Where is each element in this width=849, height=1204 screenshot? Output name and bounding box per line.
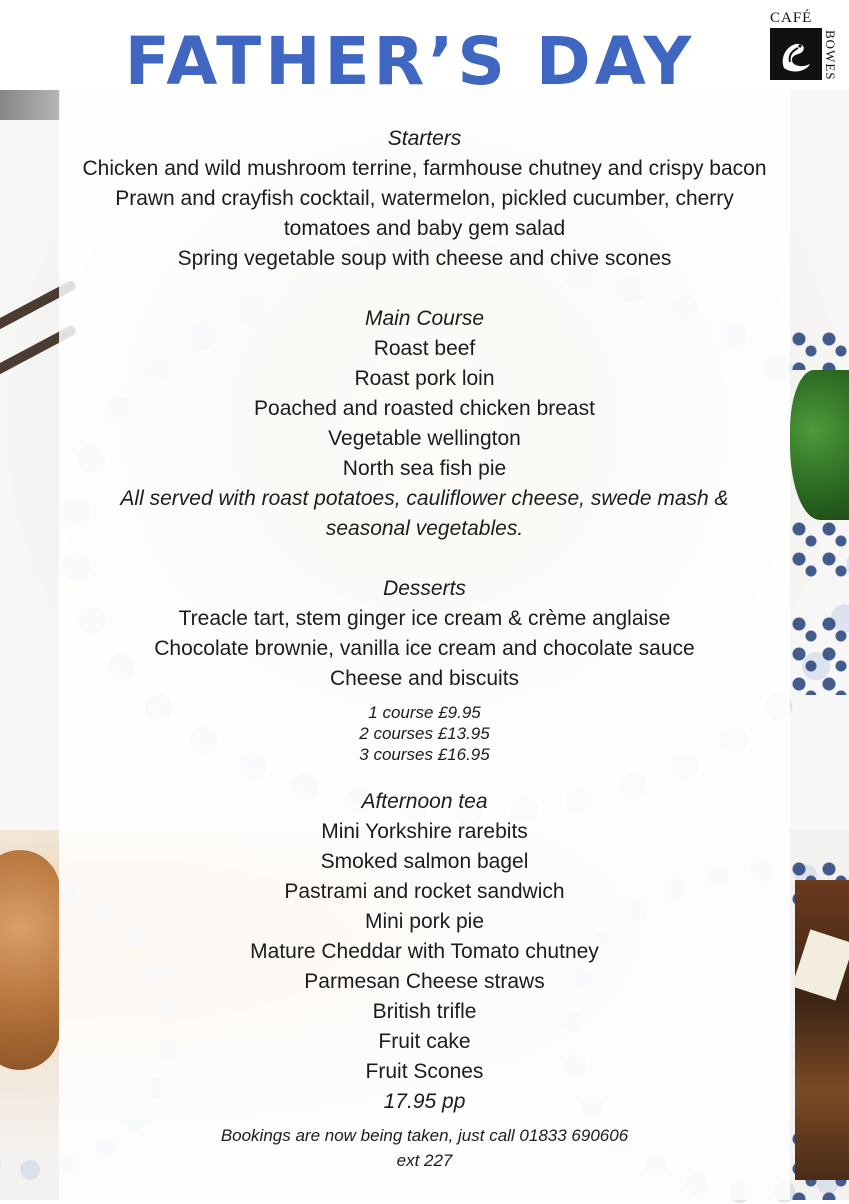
- menu-item: Mini pork pie: [364, 910, 485, 933]
- menu-item: British trifle: [372, 1000, 477, 1023]
- pastry-decoration: [0, 850, 60, 1070]
- menu-item: Spring vegetable soup with cheese and chive scones: [177, 247, 672, 270]
- section-heading-main-course: Main Course: [364, 307, 485, 330]
- section-spacer: [59, 274, 790, 304]
- menu-item: Vegetable wellington: [328, 427, 521, 450]
- price-line: 3 courses £16.95: [359, 745, 490, 764]
- section-spacer: [59, 765, 790, 787]
- menu-item: Fruit cake: [378, 1030, 471, 1053]
- menu-item: Fruit Scones: [365, 1060, 484, 1083]
- price-line: 2 courses £13.95: [359, 724, 490, 743]
- broccoli-decoration: [790, 370, 849, 520]
- menu-item: Cheese and biscuits: [329, 667, 520, 690]
- plate-pattern: [790, 330, 849, 370]
- menu-item: Mature Cheddar with Tomato chutney: [250, 940, 599, 963]
- menu-item: Roast pork loin: [354, 367, 495, 390]
- section-heading-desserts: Desserts: [383, 577, 466, 600]
- price-line: 1 course £9.95: [368, 703, 481, 722]
- booking-extension: ext 227: [396, 1151, 453, 1170]
- menu-item: Prawn and crayfish cocktail, watermelon, pickled cucumber, cherry tomatoes and baby gem salad: [115, 187, 734, 240]
- fruit-cake-decoration: [795, 880, 849, 1180]
- cafe-bowes-logo: [770, 8, 842, 80]
- menu-item: Roast beef: [373, 337, 476, 360]
- menu-item: Smoked salmon bagel: [320, 850, 529, 873]
- menu-item: Parmesan Cheese straws: [304, 970, 545, 993]
- section-heading-starters: Starters: [387, 127, 462, 150]
- page-title: FATHER’S DAY: [124, 23, 696, 100]
- section-heading-afternoon-tea: Afternoon tea: [361, 790, 488, 813]
- plate-pattern: [790, 520, 849, 580]
- logo-text-bowes: BOWES: [823, 30, 838, 81]
- menu-item: Mini Yorkshire rarebits: [321, 820, 528, 843]
- plate-pattern: [790, 615, 849, 695]
- menu-item: Poached and roasted chicken breast: [254, 397, 595, 420]
- logo-text-cafe: CAFÉ: [770, 10, 813, 26]
- menu-item: Chicken and wild mushroom terrine, farmhouse chutney and crispy bacon: [82, 157, 767, 180]
- main-course-note: All served with roast potatoes, cauliflower cheese, swede mash & seasonal vegetables.: [120, 487, 729, 540]
- afternoon-tea-price: 17.95 pp: [383, 1090, 466, 1113]
- swan-icon: [770, 28, 822, 80]
- menu-item: North sea fish pie: [342, 457, 507, 480]
- section-spacer: [59, 544, 790, 574]
- menu-item: Chocolate brownie, vanilla ice cream and chocolate sauce: [154, 637, 695, 660]
- booking-info: Bookings are now being taken, just call 01833 690606: [220, 1126, 629, 1145]
- menu-content: [59, 124, 790, 1173]
- menu-item: Pastrami and rocket sandwich: [284, 880, 565, 903]
- logo-mark: [770, 28, 822, 80]
- menu-item: Treacle tart, stem ginger ice cream & crème anglaise: [178, 607, 671, 630]
